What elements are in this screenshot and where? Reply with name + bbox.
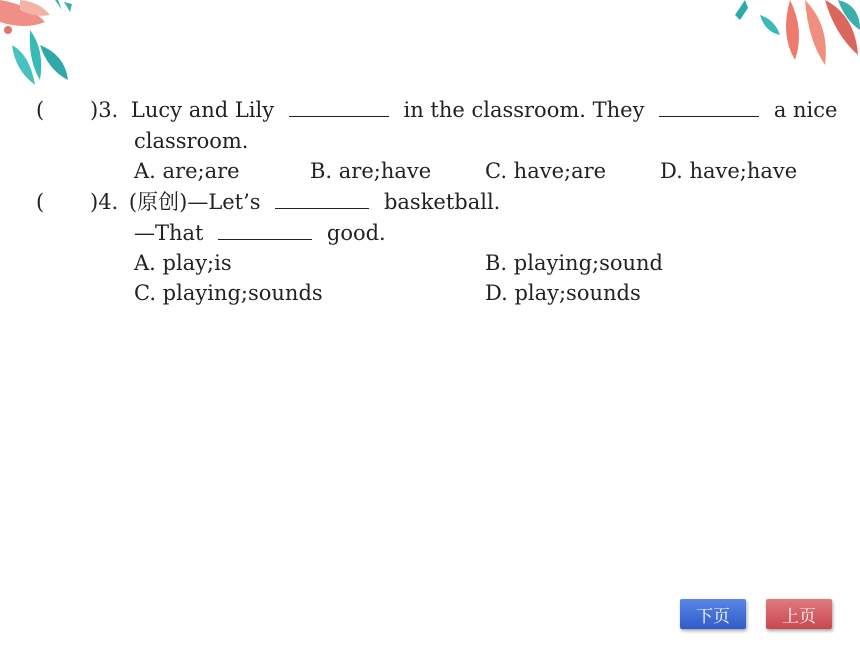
answer-blank[interactable] (275, 190, 369, 209)
question-number: )3. (90, 98, 119, 122)
previous-page-button[interactable]: 上页 (766, 599, 832, 629)
leaf-decoration-icon (730, 0, 860, 70)
option-d: D. play;sounds (485, 281, 641, 305)
question-number: )4. (90, 190, 119, 214)
question-tag: (原创) (128, 190, 188, 214)
question-text: good. (326, 221, 386, 245)
question-4-line-1 (90, 189, 500, 215)
option-c: C. have;are (485, 159, 607, 183)
question-text: —That (134, 221, 204, 245)
question-3-line-2: classroom. (134, 129, 249, 153)
question-4-line-2 (134, 220, 386, 246)
option-b: B. playing;sound (485, 251, 663, 275)
leaf-decoration-icon (0, 0, 90, 95)
answer-paren: ( (36, 190, 45, 214)
answer-blank[interactable] (659, 98, 759, 117)
option-d: D. have;have (660, 159, 798, 183)
next-page-button[interactable]: 下页 (680, 599, 746, 629)
answer-paren: ( (36, 98, 45, 122)
option-b: B. are;have (310, 159, 432, 183)
question-text: —Let’s (187, 190, 261, 214)
question-text: basketball. (383, 190, 501, 214)
option-a: A. are;are (134, 159, 240, 183)
answer-blank[interactable] (218, 221, 312, 240)
question-text: Lucy and Lily (130, 98, 275, 122)
question-text: in the classroom. They (403, 98, 645, 122)
option-c: C. playing;sounds (134, 281, 323, 305)
question-3-line-1 (90, 97, 837, 123)
option-a: A. play;is (134, 251, 232, 275)
answer-blank[interactable] (289, 98, 389, 117)
question-text: a nice (773, 98, 838, 122)
